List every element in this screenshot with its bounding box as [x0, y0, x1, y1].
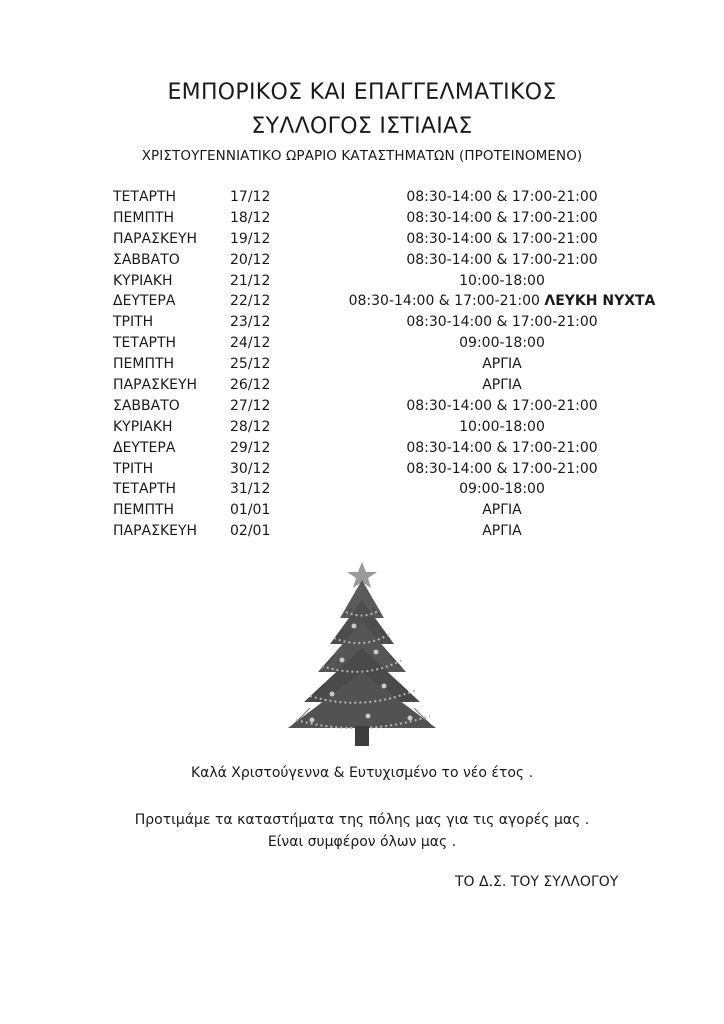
opening-hours — [287, 187, 717, 207]
date: 24/12 — [230, 335, 271, 352]
date: 29/12 — [230, 439, 271, 456]
date: 23/12 — [230, 314, 271, 331]
hours-text: 08:30-14:00 & 17:00-21:00 — [406, 314, 598, 331]
schedule-row — [0, 271, 724, 292]
opening-hours — [287, 459, 717, 479]
schedule-row — [0, 208, 724, 229]
opening-hours — [287, 479, 717, 499]
day-name: ΔΕΥΤΕΡΑ — [113, 293, 176, 310]
day-name: ΠΕΜΠΤΗ — [113, 209, 175, 226]
schedule-row — [0, 291, 724, 312]
date: 25/12 — [230, 356, 271, 373]
schedule-row — [0, 312, 724, 333]
date: 20/12 — [230, 251, 271, 268]
date: 19/12 — [230, 230, 271, 247]
schedule-row — [0, 417, 724, 438]
day-name: ΠΑΡΑΣΚΕΥΗ — [113, 523, 198, 540]
opening-hours — [287, 438, 717, 458]
hours-text: ΑΡΓΙΑ — [482, 523, 522, 540]
date: 17/12 — [230, 189, 271, 205]
schedule-row — [0, 396, 724, 417]
day-name: ΠΕΜΠΤΗ — [113, 356, 175, 373]
opening-hours — [287, 291, 717, 311]
greeting-text: Καλά Χριστούγεννα & Ευτυχισμένο το νέο έτος . — [190, 765, 534, 781]
schedule-row — [0, 479, 724, 500]
signature: ΤΟ Δ.Σ. ΤΟΥ ΣΥΛΛΟΓΟΥ — [455, 874, 619, 890]
date: 30/12 — [230, 460, 271, 477]
message-line-1: Προτιμάμε τα καταστήματα της πόλης μας για τις αγορές μας . — [134, 812, 590, 828]
hours-text: 08:30-14:00 & 17:00-21:00 — [406, 460, 598, 477]
schedule-row — [0, 521, 724, 542]
hours-text: ΑΡΓΙΑ — [482, 502, 522, 519]
day-name: ΣΑΒΒΑΤΟ — [113, 397, 180, 414]
date: 26/12 — [230, 377, 271, 394]
day-name: ΤΡΙΤΗ — [113, 314, 154, 331]
day-name: ΚΥΡΙΑΚΗ — [113, 272, 173, 289]
hours-text: 08:30-14:00 & 17:00-21:00 — [406, 397, 598, 414]
hours-text: 09:00-18:00 — [459, 481, 545, 498]
opening-hours — [287, 354, 717, 374]
subtitle: ΧΡΙΣΤΟΥΓΕΝΝΙΑΤΙΚΟ ΩΡΑΡΙΟ ΚΑΤΑΣΤΗΜΑΤΩΝ (ΠΡΟΤΕΙΝΟΜΕΝΟ) — [141, 148, 583, 164]
schedule-row — [0, 500, 724, 521]
day-name: ΠΑΡΑΣΚΕΥΗ — [113, 377, 198, 394]
hours-text: 10:00-18:00 — [459, 418, 545, 435]
date: 27/12 — [230, 397, 271, 414]
christmas-tree-icon — [282, 560, 442, 750]
day-name: ΤΕΤΑΡΤΗ — [113, 335, 177, 352]
day-name: ΤΕΤΑΡΤΗ — [113, 189, 177, 205]
schedule-row — [0, 375, 724, 396]
date: 01/01 — [230, 502, 271, 519]
hours-text: 08:30-14:00 & 17:00-21:00 — [406, 439, 598, 456]
opening-hours — [287, 229, 717, 249]
opening-hours — [287, 375, 717, 395]
schedule-row — [0, 187, 724, 208]
hours-text: 08:30-14:00 & 17:00-21:00 — [406, 251, 598, 268]
opening-hours — [287, 250, 717, 270]
opening-hours — [287, 396, 717, 416]
hours-text: 10:00-18:00 — [459, 272, 545, 289]
opening-hours — [287, 271, 717, 291]
date: 18/12 — [230, 209, 271, 226]
schedule-table — [0, 187, 724, 542]
hours-text: 08:30-14:00 & 17:00-21:00 — [406, 209, 598, 226]
opening-hours — [287, 312, 717, 332]
opening-hours — [287, 500, 717, 520]
day-name: ΣΑΒΒΑΤΟ — [113, 251, 180, 268]
schedule-row — [0, 438, 724, 459]
hours-note: ΛΕΥΚΗ ΝΥΧΤΑ — [544, 293, 656, 310]
day-name: ΚΥΡΙΑΚΗ — [113, 418, 173, 435]
schedule-row — [0, 459, 724, 480]
date: 28/12 — [230, 418, 271, 435]
opening-hours — [287, 333, 717, 353]
hours-text: 08:30-14:00 & 17:00-21:00 — [406, 189, 598, 205]
schedule-row — [0, 333, 724, 354]
schedule-row — [0, 354, 724, 375]
date: 02/01 — [230, 523, 271, 540]
date: 21/12 — [230, 272, 271, 289]
hours-text: ΑΡΓΙΑ — [482, 356, 522, 373]
opening-hours — [287, 417, 717, 437]
schedule-row — [0, 229, 724, 250]
day-name: ΤΡΙΤΗ — [113, 460, 154, 477]
schedule-row — [0, 250, 724, 271]
date: 31/12 — [230, 481, 271, 498]
opening-hours — [287, 521, 717, 541]
hours-text: 08:30-14:00 & 17:00-21:00 — [348, 293, 540, 310]
day-name: ΔΕΥΤΕΡΑ — [113, 439, 176, 456]
hours-text: 08:30-14:00 & 17:00-21:00 — [406, 230, 598, 247]
hours-text: 09:00-18:00 — [459, 335, 545, 352]
message-line-2: Είναι συμφέρον όλων μας . — [267, 834, 457, 850]
day-name: ΠΕΜΠΤΗ — [113, 502, 175, 519]
opening-hours — [287, 208, 717, 228]
title-line-2: ΣΥΛΛΟΓΟΣ ΙΣΤΙΑΙΑΣ — [251, 114, 473, 139]
day-name: ΠΑΡΑΣΚΕΥΗ — [113, 230, 198, 247]
title-line-1: ΕΜΠΟΡΙΚΟΣ ΚΑΙ ΕΠΑΓΓΕΛΜΑΤΙΚΟΣ — [167, 80, 557, 105]
date: 22/12 — [230, 293, 271, 310]
hours-text: ΑΡΓΙΑ — [482, 377, 522, 394]
day-name: ΤΕΤΑΡΤΗ — [113, 481, 177, 498]
